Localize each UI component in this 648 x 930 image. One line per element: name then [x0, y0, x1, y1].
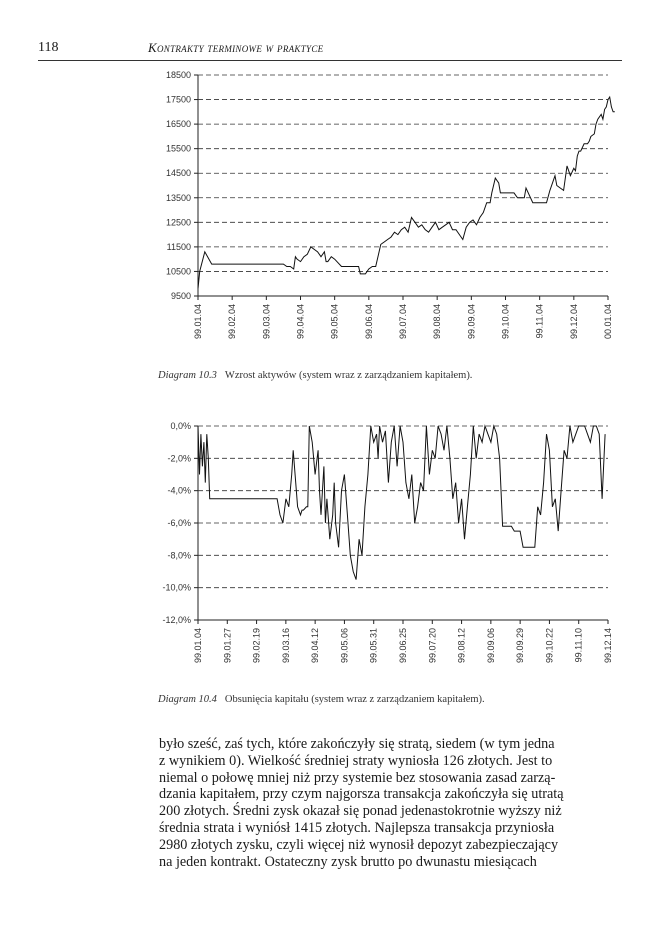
- body-line-7: 2980 złotych zysku, czyli więcej niż wynosił depozyt zabezpieczający: [159, 836, 559, 853]
- y-tick-label: -4,0%: [167, 485, 191, 496]
- y-tick-label: 15500: [165, 143, 191, 154]
- body-line-5: 200 złotych. Średni zysk okazał się ponad jedenastokrotnie wyższy niż: [159, 803, 562, 820]
- x-tick-label: 99.07.04: [398, 304, 408, 340]
- x-tick-label: 99.04.04: [295, 304, 306, 340]
- x-tick-label: 99.01.04: [193, 628, 203, 664]
- x-tick-label: 99.02.19: [251, 628, 262, 664]
- series-line: [198, 426, 605, 580]
- y-tick-label: 17500: [165, 94, 191, 105]
- y-tick-label: -2,0%: [167, 453, 191, 464]
- x-tick-label: 99.05.06: [339, 628, 350, 664]
- x-tick-label: 99.08.04: [432, 304, 443, 340]
- y-tick-label: 18500: [165, 70, 191, 80]
- x-tick-label: 99.05.04: [329, 304, 340, 340]
- x-tick-label: 99.07.20: [427, 628, 438, 664]
- y-tick-label: -12,0%: [162, 615, 191, 625]
- y-tick-label: 13500: [165, 192, 191, 203]
- y-tick-label: 9500: [170, 291, 191, 301]
- x-tick-label: 99.09.29: [515, 628, 526, 664]
- y-tick-label: 14500: [165, 168, 191, 179]
- x-tick-label: 99.06.25: [398, 628, 408, 664]
- x-tick-label: 99.04.12: [310, 628, 321, 664]
- x-tick-label: 99.11.04: [534, 304, 545, 339]
- x-tick-label: 00.01.04: [603, 304, 613, 340]
- x-tick-label: 99.03.16: [280, 628, 291, 664]
- x-tick-label: 99.09.06: [485, 628, 496, 664]
- body-text: [159, 736, 629, 870]
- x-tick-label: 99.10.22: [544, 628, 555, 664]
- body-line-4: dzania kapitałem, przy czym najgorsza transakcja zakończyła się utratą: [159, 786, 564, 803]
- x-tick-label: 99.01.04: [193, 304, 203, 340]
- y-tick-label: -10,0%: [162, 582, 191, 593]
- figure-label-1: Diagram 10.3: [158, 370, 217, 381]
- x-tick-label: 99.03.04: [261, 304, 272, 340]
- body-line-1: było sześć, zaś tych, które zakończyły się stratą, siedem (w tym jedna: [159, 736, 555, 752]
- x-tick-label: 99.12.14: [603, 628, 613, 664]
- body-line-8: na jeden kontrakt. Ostateczny zysk brutto po dwunastu miesiącach: [159, 853, 537, 870]
- figure-caption-text-1: Wzrost aktywów (system wraz z zarządzaniem kapitałem).: [224, 370, 473, 381]
- figure-label-2: Diagram 10.4: [158, 694, 217, 705]
- y-tick-label: 0,0%: [170, 421, 191, 431]
- page-number: 118: [38, 40, 59, 55]
- running-title: Kontrakty terminowe w praktyce: [148, 40, 324, 55]
- x-tick-label: 99.10.04: [500, 304, 511, 340]
- y-tick-label: 10500: [165, 266, 191, 277]
- y-tick-label: 16500: [165, 119, 191, 130]
- x-tick-label: 99.11.10: [573, 628, 584, 663]
- y-tick-label: -8,0%: [167, 550, 191, 561]
- x-tick-label: 99.02.04: [227, 304, 238, 340]
- x-tick-label: 99.06.04: [363, 304, 374, 340]
- x-tick-label: 99.08.12: [456, 628, 467, 664]
- body-line-3: niemal o połowę mniej niż przy systemie bez stosowania zasad zarzą-: [159, 769, 556, 786]
- y-tick-label: 11500: [166, 241, 191, 252]
- x-tick-label: 99.01.27: [222, 628, 233, 664]
- body-line-6: średnia strata i wyniósł 1415 złotych. Najlepsza transakcja przyniosła: [159, 819, 555, 836]
- x-tick-label: 99.05.31: [368, 628, 379, 664]
- body-line-2: z wynikiem 0). Wielkość średniej straty wyniosła 126 złotych. Jest to: [159, 752, 553, 769]
- figure-caption-2: [158, 694, 485, 705]
- x-tick-label: 99.09.04: [466, 304, 477, 340]
- y-tick-label: 12500: [165, 217, 191, 228]
- x-tick-label: 99.12.04: [568, 304, 579, 340]
- y-tick-label: -6,0%: [167, 518, 191, 528]
- figure-caption-text-2: Obsunięcia kapitału (system wraz z zarządzaniem kapitałem).: [224, 694, 485, 705]
